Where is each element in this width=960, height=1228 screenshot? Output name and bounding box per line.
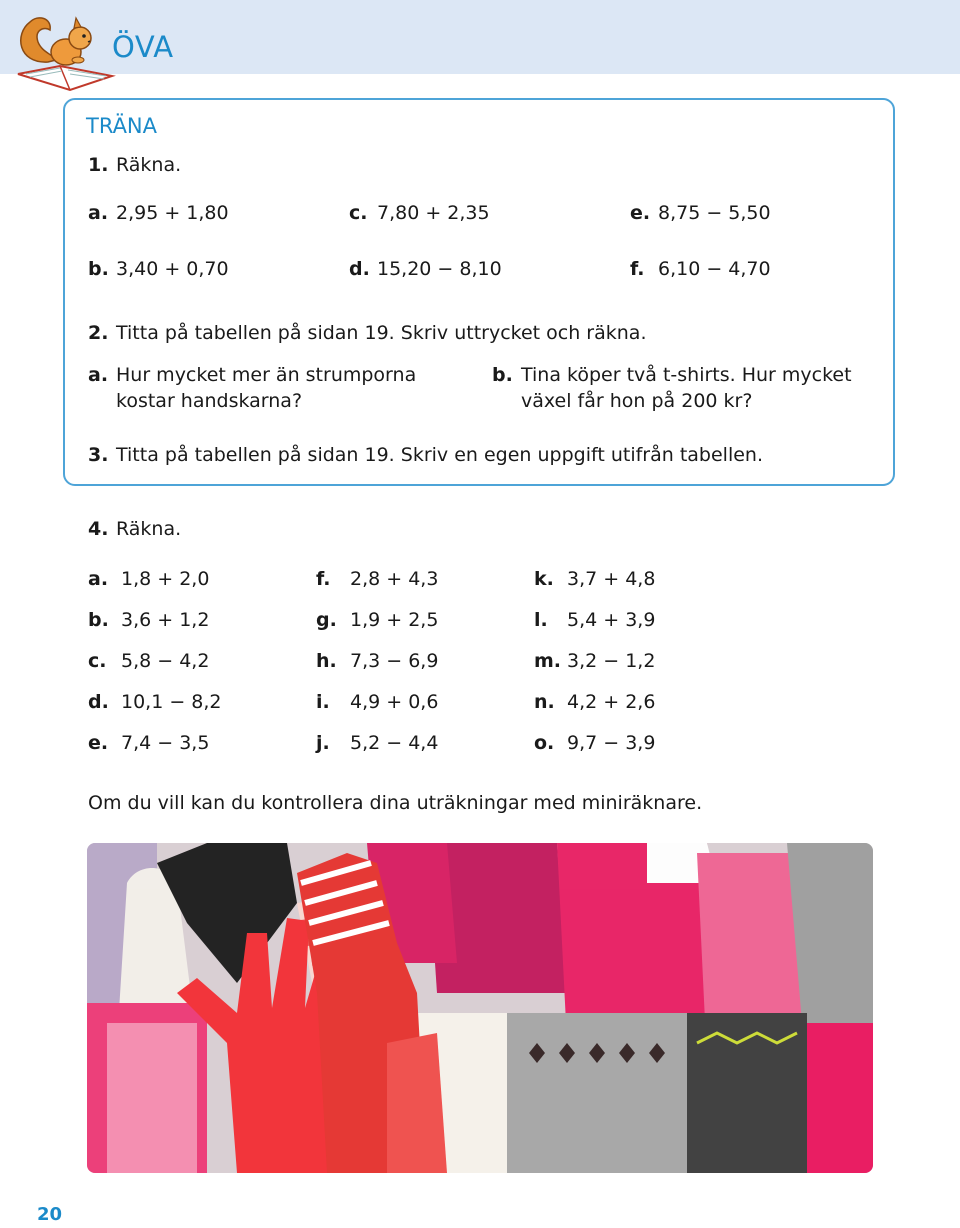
task2-b-line2: växel får hon på 200 kr?: [521, 390, 753, 412]
task4-item-n: [534, 691, 655, 713]
item-expression: 10,1 − 8,2: [121, 691, 222, 713]
task1-item-e: [630, 202, 771, 224]
knitted-gloves-photo: [87, 843, 873, 1173]
item-label: e.: [88, 732, 109, 754]
item-label: a.: [88, 202, 109, 224]
item-expression: 15,20 − 8,10: [377, 258, 502, 280]
task4-item-b: [88, 609, 209, 631]
item-expression: 4,9 + 0,6: [350, 691, 439, 713]
gloves-illustration: [87, 843, 873, 1173]
trana-heading: TRÄNA: [86, 114, 158, 138]
task2-a-line2: kostar handskarna?: [116, 390, 303, 412]
task4-item-a: [88, 568, 209, 590]
task4-item-e: [88, 732, 209, 754]
task1-item-c: [349, 202, 490, 224]
item-label: a.: [88, 568, 109, 590]
squirrel-reading-icon: [8, 4, 120, 96]
task4-item-k: [534, 568, 655, 590]
task1-item-a: [88, 202, 229, 224]
item-label: b.: [88, 258, 109, 280]
item-expression: 2,95 + 1,80: [116, 202, 229, 224]
item-label: k.: [534, 568, 554, 590]
item-expression: 3,40 + 0,70: [116, 258, 229, 280]
page-number: 20: [37, 1204, 63, 1225]
task4-item-h: [316, 650, 438, 672]
task3-number: 3.: [88, 444, 109, 466]
task4-item-l: [534, 609, 655, 631]
item-expression: 7,3 − 6,9: [350, 650, 439, 672]
task1-item-f: [630, 258, 771, 280]
item-expression: 8,75 − 5,50: [658, 202, 771, 224]
item-label: f.: [630, 258, 645, 280]
item-expression: 5,2 − 4,4: [350, 732, 439, 754]
item-label: g.: [316, 609, 337, 631]
task1-text: Räkna.: [116, 154, 182, 176]
item-expression: 4,2 + 2,6: [567, 691, 656, 713]
item-expression: 3,6 + 1,2: [121, 609, 210, 631]
item-label: n.: [534, 691, 555, 713]
task4-item-c: [88, 650, 209, 672]
page-title: ÖVA: [112, 30, 174, 64]
item-label: b.: [88, 609, 109, 631]
task2-b-label: b.: [492, 364, 513, 386]
task1-number: 1.: [88, 154, 109, 176]
calculator-note: Om du vill kan du kontrollera dina uträkningar med miniräknare.: [88, 792, 703, 814]
task4-item-d: [88, 691, 222, 713]
item-expression: 7,4 − 3,5: [121, 732, 210, 754]
task2-text: Titta på tabellen på sidan 19. Skriv uttrycket och räkna.: [116, 322, 647, 344]
task4-item-j: [316, 732, 438, 754]
item-expression: 2,8 + 4,3: [350, 568, 439, 590]
task3-text: Titta på tabellen på sidan 19. Skriv en egen uppgift utifrån tabellen.: [116, 444, 764, 466]
item-label: i.: [316, 691, 330, 713]
task2-a-label: a.: [88, 364, 109, 386]
item-label: e.: [630, 202, 651, 224]
item-label: d.: [349, 258, 370, 280]
item-label: c.: [349, 202, 368, 224]
item-label: h.: [316, 650, 337, 672]
task4-item-g: [316, 609, 438, 631]
item-expression: 3,2 − 1,2: [567, 650, 656, 672]
item-expression: 1,9 + 2,5: [350, 609, 439, 631]
item-label: m.: [534, 650, 562, 672]
item-label: j.: [316, 732, 330, 754]
item-expression: 6,10 − 4,70: [658, 258, 771, 280]
task4-text: Räkna.: [116, 518, 182, 540]
task1-item-d: [349, 258, 502, 280]
item-expression: 1,8 + 2,0: [121, 568, 210, 590]
task2-number: 2.: [88, 322, 109, 344]
task4-item-o: [534, 732, 655, 754]
item-expression: 9,7 − 3,9: [567, 732, 656, 754]
item-label: o.: [534, 732, 555, 754]
task4-item-m: [534, 650, 655, 672]
task2-a-line1: Hur mycket mer än strumporna: [116, 364, 417, 386]
item-expression: 3,7 + 4,8: [567, 568, 656, 590]
task4-item-i: [316, 691, 438, 713]
item-label: f.: [316, 568, 331, 590]
item-expression: 7,80 + 2,35: [377, 202, 490, 224]
item-expression: 5,8 − 4,2: [121, 650, 210, 672]
task2-b-line1: Tina köper två t-shirts. Hur mycket: [521, 364, 852, 386]
task1-item-b: [88, 258, 229, 280]
task4-number: 4.: [88, 518, 109, 540]
item-label: l.: [534, 609, 548, 631]
trana-box: [63, 98, 895, 486]
task4-item-f: [316, 568, 438, 590]
item-label: c.: [88, 650, 107, 672]
item-label: d.: [88, 691, 109, 713]
item-expression: 5,4 + 3,9: [567, 609, 656, 631]
